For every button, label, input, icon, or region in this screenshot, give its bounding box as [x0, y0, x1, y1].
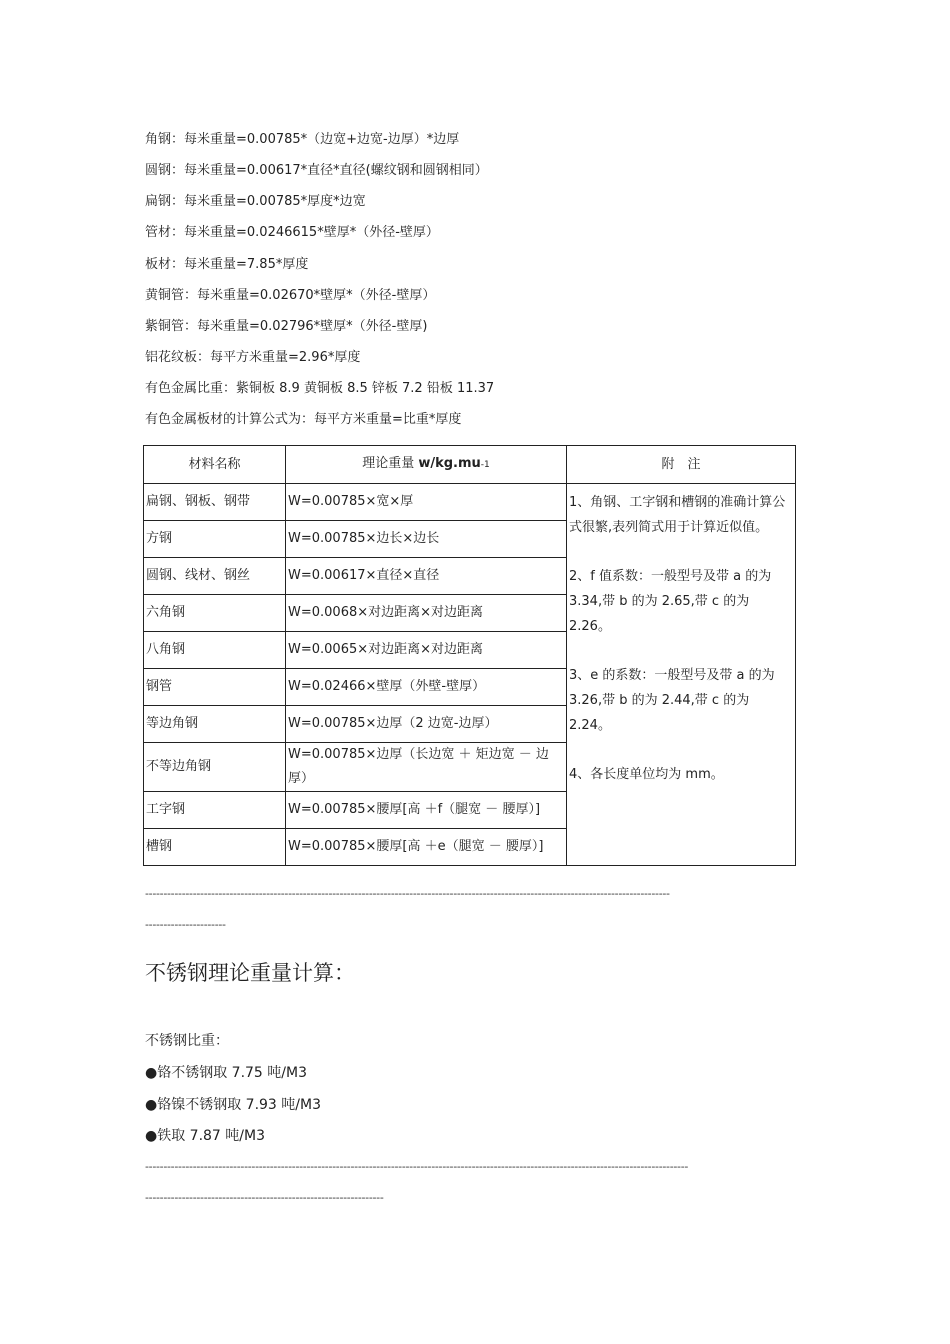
material-cell: 圆钢、线材、钢丝 — [144, 558, 286, 595]
formula-cell: W=0.00617×直径×直径 — [286, 558, 567, 595]
material-cell: 方钢 — [144, 521, 286, 558]
formula-flat-steel: 扁钢：每米重量=0.00785*厚度*边宽 — [145, 194, 366, 209]
table-header-row — [144, 446, 796, 484]
nonferrous-formula: 有色金属板材的计算公式为：每平方米重量=比重*厚度 — [145, 412, 462, 427]
header-material: 材料名称 — [144, 446, 286, 484]
note-4: 4、各长度单位均为 mm。 — [569, 767, 724, 782]
formula-cell: W=0.00785×腰厚[高 ＋e（腿宽 － 腰厚）] — [286, 829, 567, 866]
formula-cell: W=0.00785×边长×边长 — [286, 521, 567, 558]
note-3: 3、e 的系数：一般型号及带 a 的为 3.26,带 b 的为 2.44,带 c 的为 2.24。 — [569, 668, 775, 733]
formula-round-steel: 圆钢：每米重量=0.00617*直径*直径(螺纹钢和圆钢相同） — [145, 163, 488, 178]
density-item: ●铬不锈钢取 7.75 吨/M3 — [145, 1065, 307, 1081]
formula-cell: W=0.00785×宽×厚 — [286, 484, 567, 521]
formula-cell: W=0.00785×腰厚[高 ＋f（腿宽 － 腰厚）] — [286, 792, 567, 829]
formula-cell: W=0.00785×边厚（2 边宽-边厚） — [286, 706, 567, 743]
formula-copper-pipe: 紫铜管：每米重量=0.02796*壁厚*（外径-壁厚) — [145, 319, 428, 334]
material-cell: 工字钢 — [144, 792, 286, 829]
separator-line: ---------------------- — [145, 918, 226, 931]
formula-pipe: 管材：每米重量=0.0246615*壁厚*（外径-壁厚） — [145, 225, 439, 240]
formula-plate: 板材：每米重量=7.85*厚度 — [145, 257, 309, 272]
formula-cell: W=0.00785×边厚（长边宽 ＋ 矩边宽 － 边厚） — [286, 743, 567, 792]
formula-cell: W=0.02466×壁厚（外壁-壁厚） — [286, 669, 567, 706]
note-1: 1、角钢、工字钢和槽钢的准确计算公式很繁,表列简式用于计算近似值。 — [569, 495, 786, 535]
header-note: 附 注 — [567, 446, 796, 484]
formula-aluminum-plate: 铝花纹板：每平方米重量=2.96*厚度 — [145, 350, 361, 365]
header-weight-label: 理论重量 — [362, 456, 419, 471]
header-weight — [286, 446, 567, 484]
material-cell: 扁钢、钢板、钢带 — [144, 484, 286, 521]
table-row — [144, 484, 796, 521]
formula-cell: W=0.0068×对边距离×对边距离 — [286, 595, 567, 632]
weight-table — [143, 445, 796, 866]
formula-brass-pipe: 黄铜管：每米重量=0.02670*壁厚*（外径-壁厚） — [145, 288, 436, 303]
notes-cell — [567, 484, 796, 866]
material-cell: 钢管 — [144, 669, 286, 706]
separator-line: ----------------------------------------------------------------------------------------------------------------------------------------------- — [145, 887, 670, 900]
formula-cell: W=0.0065×对边距离×对边距离 — [286, 632, 567, 669]
material-cell: 六角钢 — [144, 595, 286, 632]
density-item: ●铁取 7.87 吨/M3 — [145, 1128, 265, 1144]
formula-angle-steel: 角钢：每米重量=0.00785*（边宽+边宽-边厚）*边厚 — [145, 132, 460, 147]
header-weight-unit: w/kg.mu — [418, 456, 481, 471]
header-weight-sup: -1 — [480, 460, 490, 470]
separator-line: ---------------------------------------------------------------------------------------------------------------------------------------------------- — [145, 1160, 689, 1173]
material-cell: 等边角钢 — [144, 706, 286, 743]
material-cell: 八角钢 — [144, 632, 286, 669]
nonferrous-density: 有色金属比重：紫铜板 8.9 黄铜板 8.5 锌板 7.2 铅板 11.37 — [145, 381, 495, 396]
separator-line: ----------------------------------------------------------------- — [145, 1191, 384, 1204]
density-item: ●铬镍不锈钢取 7.93 吨/M3 — [145, 1097, 321, 1113]
density-label: 不锈钢比重： — [145, 1033, 229, 1049]
note-2: 2、f 值系数：一般型号及带 a 的为 3.34,带 b 的为 2.65,带 c 的为 2.26。 — [569, 569, 772, 634]
material-cell: 不等边角钢 — [144, 743, 286, 792]
material-cell: 槽钢 — [144, 829, 286, 866]
section-title: 不锈钢理论重量计算： — [145, 961, 355, 985]
